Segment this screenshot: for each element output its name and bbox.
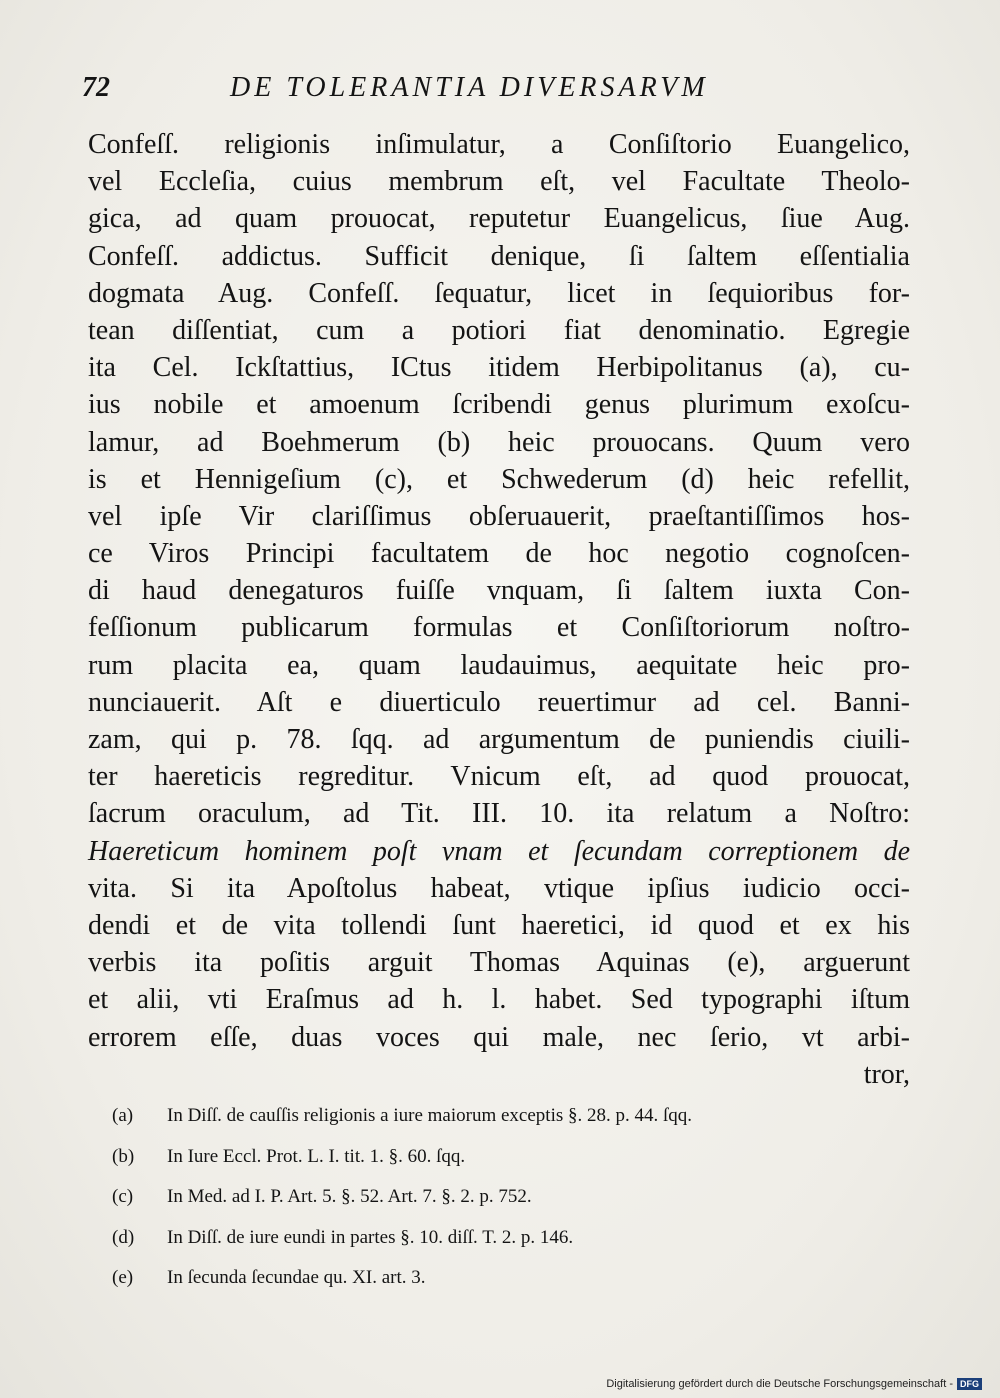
text-line: et alii, vti Eraſmus ad h. l. habet. Sed typographi iſtum [88,984,910,1016]
footnote [112,1096,912,1137]
text-line: gica, ad quam prouocat, reputetur Euangelicus, ſiue Aug. [88,203,910,235]
text-line: zam, qui p. 78. ſqq. ad argumentum de puniendis ciuili- [88,724,910,755]
main-text [88,126,910,1093]
footnote-mark: (c) [112,1186,134,1207]
text-line: vel Eccleſia, cuius membrum eſt, vel Facultate Theolo- [88,166,910,198]
footnote-text: In Diſſ. de cauſſis religionis a iure maiorum exceptis §. 28. p. 44. ſqq. [167,1105,693,1126]
text-line: ius nobile et amoenum ſcribendi genus plurimum exoſcu- [88,389,910,421]
running-title: DE TOLERANTIA DIVERSARVM [230,72,709,103]
credit-text: Digitalisierung gefördert durch die Deutsche Forschungsgemeinschaft - [606,1377,953,1390]
text-line: lamur, ad Boehmerum (b) heic prouocans. Quum vero [88,426,910,458]
digitization-credit [606,1378,982,1390]
footnote [112,1137,912,1178]
text-line: nunciauerit. Aſt e diuerticulo reuertimur ad cel. Banni- [88,686,910,718]
text-line: di haud denegaturos fuiſſe vnquam, ſi ſaltem iuxta Con- [88,575,910,607]
text-line: rum placita ea, quam laudauimus, aequitate heic pro- [88,649,910,681]
text-line: ſacrum oraculum, ad Tit. III. 10. ita relatum a Noſtro: [88,798,910,830]
text-line: ita Cel. Ickſtattius, ICtus itidem Herbipolitanus (a), cu- [88,352,910,384]
text-line: Confeſſ. addictus. Sufficit denique, ſi ſaltem eſſentialia [88,240,910,272]
dfg-logo: DFG [957,1378,982,1390]
footnote-mark: (e) [112,1267,134,1288]
text-line: is et Hennigeſium (c), et Schwederum (d) heic refellit, [88,463,910,495]
footnote-text: In Iure Eccl. Prot. L. I. tit. 1. §. 60. ſqq. [167,1145,466,1167]
page-number: 72 [82,72,110,103]
text-line: ter haereticis regreditur. Vnicum eſt, ad quod prouocat, [88,761,910,793]
text-line: Confeſſ. religionis inſimulatur, a Conſiſtorio Euangelico, [88,129,910,160]
text-line: vita. Si ita Apoſtolus habeat, vtique ipſius iudicio occi- [88,872,910,904]
text-line: vel ipſe Vir clariſſimus obſeruauerit, praeſtantiſſimos hos- [88,500,910,532]
text-line: dogmata Aug. Confeſſ. ſequatur, licet in ſequioribus for- [88,277,910,309]
footnote [112,1177,912,1218]
footnote-text: In ſecunda ſecundae qu. XI. art. 3. [167,1267,426,1288]
page-header [82,72,862,108]
footnote-mark: (d) [112,1226,135,1248]
text-line: ce Viros Principi facultatem de hoc negotio cognoſcen- [88,538,910,570]
footnote [112,1218,912,1259]
footnotes [112,1096,912,1299]
footnote-mark: (a) [112,1105,134,1126]
footnote [112,1258,912,1299]
footnote-text: In Diſſ. de iure eundi in partes §. 10. diſſ. T. 2. p. 146. [167,1226,574,1248]
text-line: dendi et de vita tollendi ſunt haeretici, id quod et ex his [88,909,910,941]
text-line: feſſionum publicarum formulas et Conſiſtoriorum noſtro- [88,612,910,644]
text-line: errorem eſſe, duas voces qui male, nec ſerio, vt arbi- [88,1021,910,1053]
footnote-mark: (b) [112,1145,135,1167]
text-line: tean diſſentiat, cum a potiori fiat denominatio. Egregie [88,314,910,346]
text-line: verbis ita poſitis arguit Thomas Aquinas (e), arguerunt [88,947,910,979]
text-line: Haereticum hominem poſt vnam et ſecundam correptionem de [88,835,910,867]
footnote-text: In Med. ad I. P. Art. 5. §. 52. Art. 7. §. 2. p. 752. [167,1186,532,1207]
catchword-line: tror, [863,1058,910,1090]
